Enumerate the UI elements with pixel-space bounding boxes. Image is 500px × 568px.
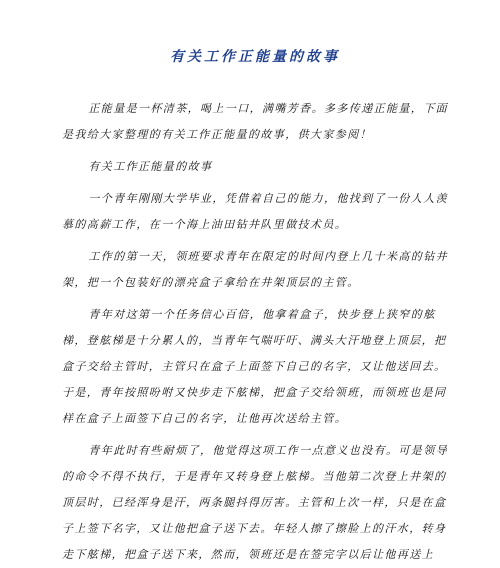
intro-paragraph: 正能量是一杯清茶，喝上一口，满嘴芳香。多多传递正能量，下面是我给大家整理的有关工作正能量的故事，供大家参阅！ (62, 102, 448, 141)
body-paragraph: 青年此时有些耐烦了，他觉得这项工作一点意义也没有。可是领导的命令不得不执行，于是青年又转身登上舷梯。当他第二次登上井架的顶层时，已经浑身是汗，两条腿抖得厉害。主管和上次一样，只是在盒子上签下名字，又让他把盒子送下去。年轻人擦了擦脸上的汗水，转身走下舷梯，把盒子送下来，然而，领班还是在签完字以后让他再送上 (62, 444, 448, 561)
section-heading: 有关工作正能量的故事 (88, 160, 213, 173)
page-title: 有关工作正能量的故事 (170, 49, 340, 65)
body-paragraph: 一个青年刚刚大学毕业，凭借着自己的能力，他找到了一份人人羡慕的高薪工作，在一个海上油田钻井队里做技术员。 (62, 192, 448, 231)
body-paragraph: 工作的第一天，领班要求青年在限定的时间内登上几十米高的钻井架，把一个包装好的漂亮盒子拿给在井架顶层的主管。 (62, 250, 448, 289)
body-paragraph: 青年对这第一个任务信心百倍，他拿着盒子，快步登上狭窄的舷梯，登舷梯是十分累人的，当青年气喘吁吁、满头大汗地登上顶层，把盒子交给主管时，主管只在盒子上面签下自己的名字，又让他送回去。于是，青年按照吩咐又快步走下舷梯，把盒子交给领班，而领班也是同样在盒子上面签下自己的名字，让他再次送给主管。 (62, 308, 447, 425)
